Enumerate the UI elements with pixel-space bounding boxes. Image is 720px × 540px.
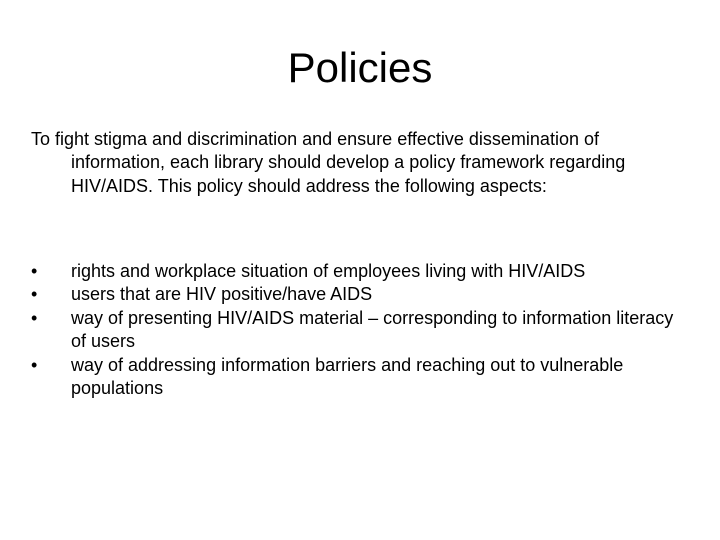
bullet-item	[31, 260, 691, 283]
bullet-item	[31, 283, 691, 306]
bullet-item	[31, 354, 691, 401]
bullet-text: users that are HIV positive/have AIDS	[71, 284, 373, 305]
intro-paragraph: To fight stigma and discrimination and ensure effective dissemination of information, each library should develop a policy framework regarding HIV/AIDS. This policy should address the following aspects:	[31, 129, 626, 196]
bullet-item	[31, 307, 691, 354]
bullet-icon: •	[31, 284, 38, 305]
bullet-text: way of addressing information barriers and reaching out to vulnerable populations	[71, 354, 624, 399]
bullet-icon: •	[31, 307, 38, 328]
bullet-text: rights and workplace situation of employees living with HIV/AIDS	[71, 261, 586, 281]
bullet-list	[31, 260, 691, 400]
bullet-text: way of presenting HIV/AIDS material – corresponding to information literacy of users	[71, 307, 674, 352]
bullet-icon: •	[31, 261, 38, 281]
bullet-icon: •	[31, 354, 38, 375]
slide-title: Policies	[287, 44, 433, 91]
